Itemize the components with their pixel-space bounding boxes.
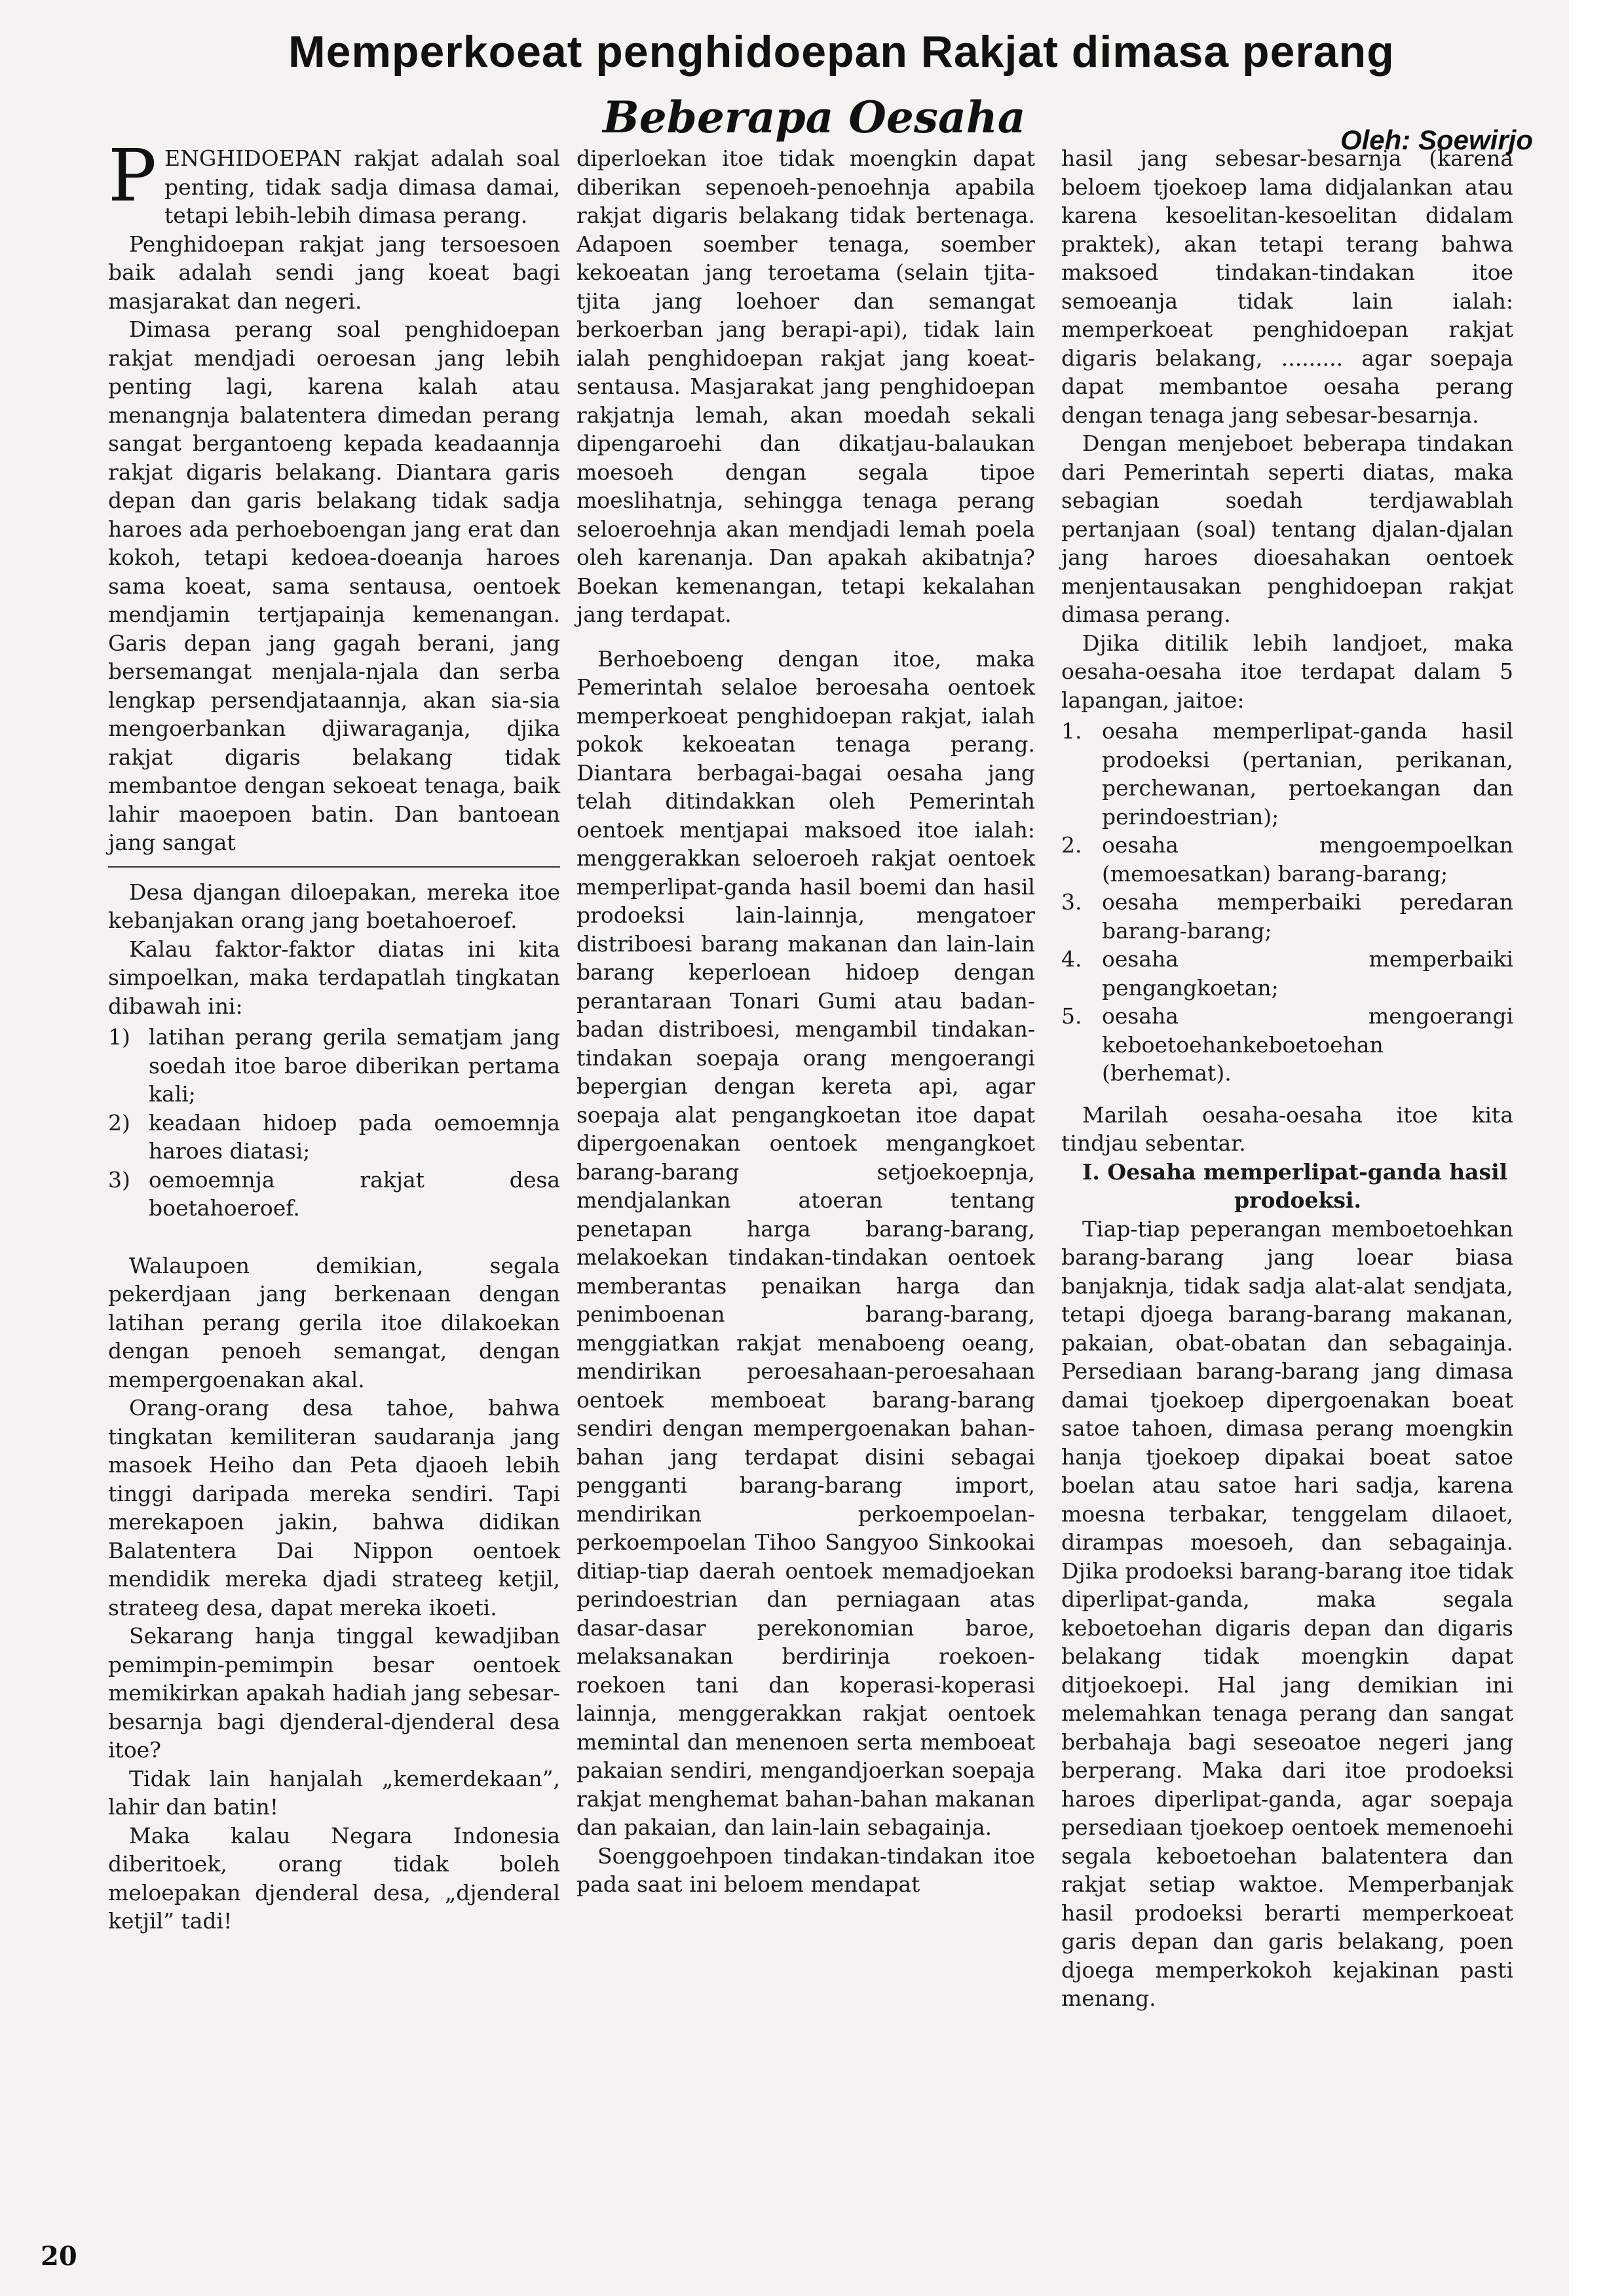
column-2: [576, 144, 1035, 1899]
article-title: Memperkoeat penghidoepan Rakjat dimasa perang: [288, 27, 1395, 77]
factor-list: [108, 1023, 560, 1223]
list-item: 4. oesaha memperbaiki pengangkoetan;: [1061, 946, 1513, 1001]
paragraph: Maka kalau Negara Indonesia diberitoek, orang tidak boleh meloepakan djenderal desa, „djenderal ketjil” tadi!: [108, 1822, 560, 1934]
paragraph: Walaupoen demikian, segala pekerdjaan jang berkenaan dengan latihan perang gerila itoe dilakoekan dengan penoeh semangat, dengan mempergoenakan akal.: [108, 1252, 560, 1392]
paragraph: Djika ditilik lebih landjoet, maka oesaha-oesaha itoe terdapat dalam 5 lapangan, jaitoe:: [1061, 630, 1513, 713]
section-heading-continued: prodoeksi.: [1234, 1187, 1362, 1213]
paragraph: Marilah oesaha-oesaha itoe kita tindjau sebentar.: [1061, 1101, 1513, 1156]
paragraph: Soenggoehpoen tindakan-tindakan itoe pada saat ini beloem mendapat: [576, 1843, 1035, 1897]
drop-cap: P: [108, 134, 157, 218]
column-3: [1061, 144, 1513, 2013]
article-subtitle: Beberapa Oesaha: [603, 92, 1026, 143]
paragraph: Kalau faktor-faktor diatas ini kita simpoelkan, maka terdapatlah tingkatan dibawah ini:: [108, 936, 560, 1019]
paragraph: Tidak lain hanjalah „kemerdekaan”, lahir dan batin!: [108, 1765, 560, 1820]
paragraph: Dimasa perang soal penghidoepan rakjat mendjadi oeroesan jang lebih penting lagi, karena kalah atau menangnja balatentera dimedan perang sangat bergantoeng kepada keadaannja rakjat digaris belakang. Diantara garis depan dan garis belakang tidak sadja haroes ada perhoeboengan jang erat dan kokoh, tetapi kedoea-doeanja haroes sama koeat, sama sentausa, oentoek mendjamin tertjapainja kemenangan. Garis depan jang gagah berani, jang bersemangat menjala-njala dan serba lengkap persendjataannja, akan sia-sia mengoerbankan djiwaraganja, djika rakjat digaris belakang tidak membantoe dengan sekoeat tenaga, baik lahir maoepoen batin. Dan bantoean jang sangat: [108, 316, 560, 855]
paragraph: Berhoeboeng dengan itoe, maka Pemerintah selaloe beroesaha oentoek memperkoeat penghidoepan rakjat, ialah pokok kekoeatan tenaga perang. Diantara berbagai-bagai oesaha jang telah ditindakkan oleh Pemerintah oentoek mentjapai maksoed itoe ialah: menggerakkan seloeroeh rakjat oentoek memperlipat-ganda hasil boemi dan hasil prodoeksi lain-lainnja, mengatoer distriboesi barang makanan dan lain-lain barang keperloean hidoep dengan perantaraan Tonari Gumi atau badan-badan distriboesi, mengambil tindakan-tindakan soepaja orang mengoerangi bepergian dengan kereta api, agar soepaja alat pengangkoetan itoe dapat dipergoenakan oentoek mengangkoet barang-barang setjoekoepnja, mendjalankan atoeran tentang penetapan harga barang-barang, melakoekan tindakan-tindakan oentoek memberantas penaikan harga dan penimboenan barang-barang, menggiatkan rakjat menaboeng oeang, mendirikan peroesahaan-peroesahaan oentoek memboeat barang-barang sendiri dengan mempergoenakan bahan-bahan jang terdapat disini sebagai pengganti barang-barang import, mendirikan perkoempoelan-perkoempoelan Tihoo Sangyoo Sinkookai ditiap-tiap daerah oentoek memadjoekan perindoestrian dan perniagaan atas dasar-dasar perekonomian baroe, melaksanakan berdirinja roekoen-roekoen tani dan koperasi-koperasi lainnja, menggerakkan rakjat oentoek memintal dan menenoen serta memboeat pakaian sendiri, mengandjoerkan soepaja rakjat menghemat bahan-bahan makanan dan pakaian, dan lain-lain sebagainja.: [576, 645, 1035, 1840]
list-item: 3. oesaha memperbaiki peredaran barang-barang;: [1061, 889, 1513, 944]
paragraph: Dengan menjeboet beberapa tindakan dari Pemerintah seperti diatas, maka sebagian soedah terdjawablah pertanjaan (soal) tentang djalan-djalan jang haroes dioesahakan oentoek menjentausakan penghidoepan rakjat dimasa perang.: [1061, 430, 1513, 627]
column-1: [108, 134, 560, 1936]
list-item: 5. oesaha mengoerangi keboetoehankeboetoehan (berhemat).: [1061, 1003, 1513, 1086]
author-byline: Oleh: Soewirjo: [1340, 124, 1533, 155]
list-item: 1. oesaha memperlipat-ganda hasil prodoeksi (pertanian, perikanan, perchewanan, pertoekangan dan perindoestrian);: [1061, 718, 1513, 830]
paragraph: diperloekan itoe tidak moengkin dapat diberikan sepenoeh-penoehnja apabila rakjat digaris belakang tidak bertenaga. Adapoen soember tenaga, soember kekoeatan jang teroetama (selain tjita-tjita jang loehoer dan semangat berkoerban jang berapi-api), tidak lain ialah penghidoepan rakjat jang koeat-sentausa. Masjarakat jang penghidoepan rakjatnja lemah, akan moedah sekali dipengaroehi dan dikatjau-balaukan moesoeh dengan segala tipoe moeslihatnja, sehingga tenaga perang seloeroehnja akan mendjadi lemah poela oleh karenanja. Dan apakah akibatnja? Boekan kemenangan, tetapi kekalahan jang terdapat.: [576, 145, 1035, 627]
section-divider: [108, 866, 560, 868]
paragraph: Orang-orang desa tahoe, bahwa tingkatan kemiliteran saudaranja jang masoek Heiho dan Peta djaoeh lebih tinggi daripada mereka sendiri. Tapi merekapoen jakin, bahwa didikan Balatentera Dai Nippon oentoek mendidik mereka djadi strateeg ketjil, strateeg desa, dapat mereka ikoeti.: [108, 1395, 560, 1620]
paragraph: Penghidoepan rakjat jang tersoesoen baik adalah sendi jang koeat bagi masjarakat dan negeri.: [108, 231, 560, 314]
list-item: 1) latihan perang gerila sematjam jang soedah itoe baroe diberikan pertama kali;: [108, 1024, 560, 1107]
paragraph: PENGHIDOEPAN rakjat adalah soal penting, tidak sadja dimasa damai, tetapi lebih-lebih dimasa perang.: [108, 134, 560, 228]
paragraph: Desa djangan diloepakan, mereka itoe kebanjakan orang jang boetahoeroef.: [108, 879, 560, 933]
list-item: 2. oesaha mengoempoelkan (memoesatkan) barang-barang;: [1061, 832, 1513, 887]
scan-margin: [1569, 0, 1624, 2296]
page-number: 20: [41, 2241, 77, 2272]
paragraph: hasil jang sebesar-besarnja (karena beloem tjoekoep lama didjalankan atau karena kesoelitan-kesoelitan didalam praktek), akan tetapi terang bahwa maksoed tindakan-tindakan itoe semoeanja tidak lain ialah: memperkoeat penghidoepan rakjat digaris belakang, ......... agar soepaja dapat membantoe oesaha perang dengan tenaga jang sebesar-besarnja.: [1061, 145, 1513, 428]
section-heading: I. Oesaha memperlipat-ganda hasil: [1082, 1158, 1508, 1185]
list-item: 3) oemoemnja rakjat desa boetahoeroef.: [108, 1166, 560, 1221]
paragraph: Sekarang hanja tinggal kewadjiban pemimpin-pemimpin besar oentoek memikirkan apakah hadiah jang sebesar-besarnja bagi djenderal-djenderal desa itoe?: [108, 1623, 560, 1763]
paragraph: Tiap-tiap peperangan memboetoehkan barang-barang jang loear biasa banjaknja, tidak sadja alat-alat sendjata, tetapi djoega barang-barang makanan, pakaian, obat-obatan dan sebagainja. Persediaan barang-barang jang dimasa damai tjoekoep dipergoenakan boeat satoe tahoen, dimasa perang moengkin hanja tjoekoep dipakai boeat satoe boelan atau satoe hari sadja, karena moesna terbakar, tenggelam dilaoet, dirampas moesoeh, dan sebagainja. Djika prodoeksi barang-barang itoe tidak diperlipat-ganda, maka segala keboetoehan digaris depan dan digaris belakang tidak moengkin dapat ditjoekoepi. Hal jang demikian ini melemahkan tenaga perang dan sangat berbahaja bagi seseoatoe negeri jang berperang. Maka dari itoe prodoeksi haroes diperlipat-ganda, agar soepaja persediaan tjoekoep oentoek memenoehi segala keboetoehan balatentera dan rakjat setiap waktoe. Memperbanjak hasil prodoeksi berarti memperkoeat garis depan dan garis belakang, poen djoega memperkokoh kejakinan pasti menang.: [1061, 1215, 1513, 2011]
effort-list: [1061, 717, 1513, 1088]
list-item: 2) keadaan hidoep pada oemoemnja haroes diatasi;: [108, 1109, 560, 1164]
